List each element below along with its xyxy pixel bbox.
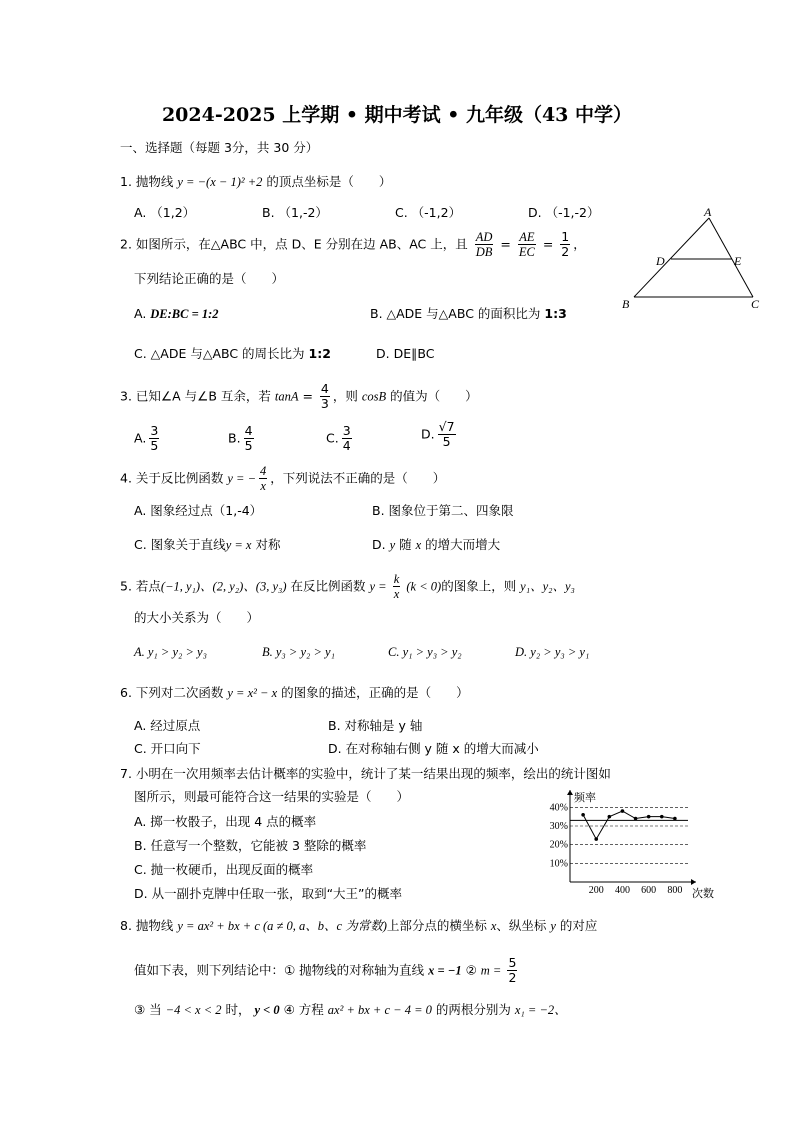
q5-line2: 的大小关系为（ ） [134,610,260,625]
frequency-chart [538,790,718,905]
q5-option-a[interactable]: A. y₁ > y₂ > y₃ [134,645,207,659]
data-point [634,817,638,821]
q5-option-c[interactable]: C. y₁ > y₃ > y₂ [388,645,462,659]
q1-option-a[interactable]: A. （1,2） [134,205,196,220]
question-3: 3. 已知∠A 与∠B 互余，若 tanA = $\frac{4}{3}$ ，则 cosB 的值为（ ） [120,381,478,412]
q3-option-b[interactable]: B. $\frac{4}{5}$ [228,423,253,454]
label-c: C [751,297,760,311]
q2-option-c[interactable]: C. △ADE 与△ABC 的周长比为 1:2 [134,346,331,361]
question-5: 5. 若点(−1, y₁)、(2, y₂)、(3, y₃) 在反比例函数 y = $\frac{k}{x}$ (k < 0)的图象上，则 y₁、y₂、y₃ [120,572,575,602]
question-8-line2: 值如下表，则下列结论中：① 抛物线的对称轴为直线 x = −1 ② m = $\frac{5}{2}$ [134,955,517,986]
q2-frac-ae-ec: $\frac{AE}{EC}$ [518,230,535,260]
question-1 [120,174,391,190]
q5-option-d[interactable]: D. y₂ > y₃ > y₁ [515,645,590,659]
question-2 [120,230,586,260]
q2-frac-ad-db: $\frac{AD}{DB}$ [475,230,493,260]
q4-option-c[interactable]: C. 图象关于直线y = x 对称 [134,537,281,552]
q6-option-a[interactable]: A. 经过原点 [134,718,201,733]
q3-option-c[interactable]: C. $\frac{3}{4}$ [326,423,351,454]
x-axis-label: 次数 [692,888,714,900]
q2-eq-1: = [500,236,511,252]
page-title: 2024-2025 上学期 • 期中考试 • 九年级（43 中学） [161,104,633,126]
data-point [660,815,664,819]
y-axis-label: 频率 [574,792,596,804]
x-tick-label: 400 [614,885,630,896]
data-point [594,837,598,841]
q6-option-d[interactable]: D. 在对称轴右侧 y 随 x 的增大而减小 [328,741,539,756]
side-ac [709,218,753,297]
q1-option-b[interactable]: B. （1,-2） [262,205,328,220]
y-tick-label: 10% [549,858,568,870]
q4-option-a[interactable]: A. 图象经过点（1,-4） [134,503,263,518]
q4-option-b[interactable]: B. 图象位于第二、四象限 [372,503,514,518]
question-8-line3: ③ 当 −4 < x < 2 时， y < 0 ④ 方程 ax² + bx + c − 4 = 0 的两根分别为 x₁ = −2、 [134,1002,567,1017]
x-tick-label: 800 [667,885,683,896]
q1-option-c[interactable]: C. （-1,2） [395,205,462,220]
data-point [673,817,677,821]
q2-option-a[interactable]: A. DE:BC = 1:2 [134,306,219,321]
q8-frac-m: $\frac{5}{2}$ [508,955,517,986]
y-axis-arrow [567,790,573,795]
question-8-line1: 8. 抛物线 y = ax² + bx + c (a ≠ 0, a、b、c 为常数)上部分点的横坐标 x、纵坐标 y 的对应 [120,918,598,933]
q7-option-c[interactable]: C. 抛一枚硬币，出现反面的概率 [134,862,314,877]
q1-pre: 1. 抛物线 [120,174,178,189]
triangle-figure [618,204,768,312]
y-tick-label: 40% [549,802,568,814]
q2-line2: 下列结论正确的是（ ） [134,271,285,286]
label-b: B [622,297,630,311]
q1-option-d[interactable]: D. （-1,-2） [528,205,600,220]
q1-post: 的顶点坐标是（ ） [262,174,392,189]
section-heading: 一、选择题（每题 3分，共 30 分） [120,140,319,155]
y-tick-label: 20% [549,839,568,851]
label-a: A [704,205,712,219]
q2-pre: 2. 如图所示，在△ABC 中，点 D、E 分别在边 AB、AC 上，且 [120,236,468,252]
data-point [647,815,651,819]
x-axis-arrow [691,879,696,885]
question-4: 4. 关于反比例函数 y = − $\frac{4}{x}$ ，下列说法不正确的是（ ） [120,464,446,494]
question-7-line2: 图所示，则最可能符合这一结果的实验是（ ） [134,789,410,804]
q2-comma: ， [573,236,586,252]
y-tick-label: 30% [549,821,568,832]
q2-option-d[interactable]: D. DE∥BC [376,346,435,361]
q2-frac-half: $\frac{1}{2}$ [561,229,570,260]
q7-option-b[interactable]: B. 任意写一个整数，它能被 3 整除的概率 [134,838,367,853]
q4-frac: $\frac{4}{x}$ [260,464,267,494]
q2-option-b[interactable]: B. △ADE 与△ABC 的面积比为 1:3 [370,306,567,321]
x-tick-label: 600 [641,885,657,896]
q7-option-a[interactable]: A. 掷一枚骰子，出现 4 点的概率 [134,814,317,829]
q7-option-d[interactable]: D. 从一副扑克牌中任取一张，取到“大王”的概率 [134,886,403,901]
q3-option-d[interactable]: D. $\frac{√7}{5}$ [421,419,455,450]
data-point [581,813,585,817]
data-point [621,809,625,813]
q3-option-a[interactable]: A. $\frac{3}{5}$ [134,423,159,454]
q3-frac-tan: $\frac{4}{3}$ [320,381,329,412]
label-d: D [656,254,665,268]
q1-expr: y = −(x − 1)² +2 [177,175,263,189]
q5-option-b[interactable]: B. y₃ > y₂ > y₁ [262,645,335,659]
q6-option-b[interactable]: B. 对称轴是 y 轴 [328,718,423,733]
data-point [608,815,612,819]
q5-frac: $\frac{k}{x}$ [393,572,400,602]
label-e: E [734,254,742,268]
q4-option-d[interactable]: D. y 随 x 的增大而增大 [372,537,501,552]
question-6: 6. 下列对二次函数 y = x² − x 的图象的描述，正确的是（ ） [120,685,469,700]
q6-option-c[interactable]: C. 开口向下 [134,741,201,756]
q2-eq-2: = [542,236,554,252]
question-7-line1: 7. 小明在一次用频率去估计概率的实验中，统计了某一结果出现的频率，绘出的统计图如 [120,766,611,781]
x-tick-label: 200 [588,885,604,896]
side-ab [634,218,709,297]
